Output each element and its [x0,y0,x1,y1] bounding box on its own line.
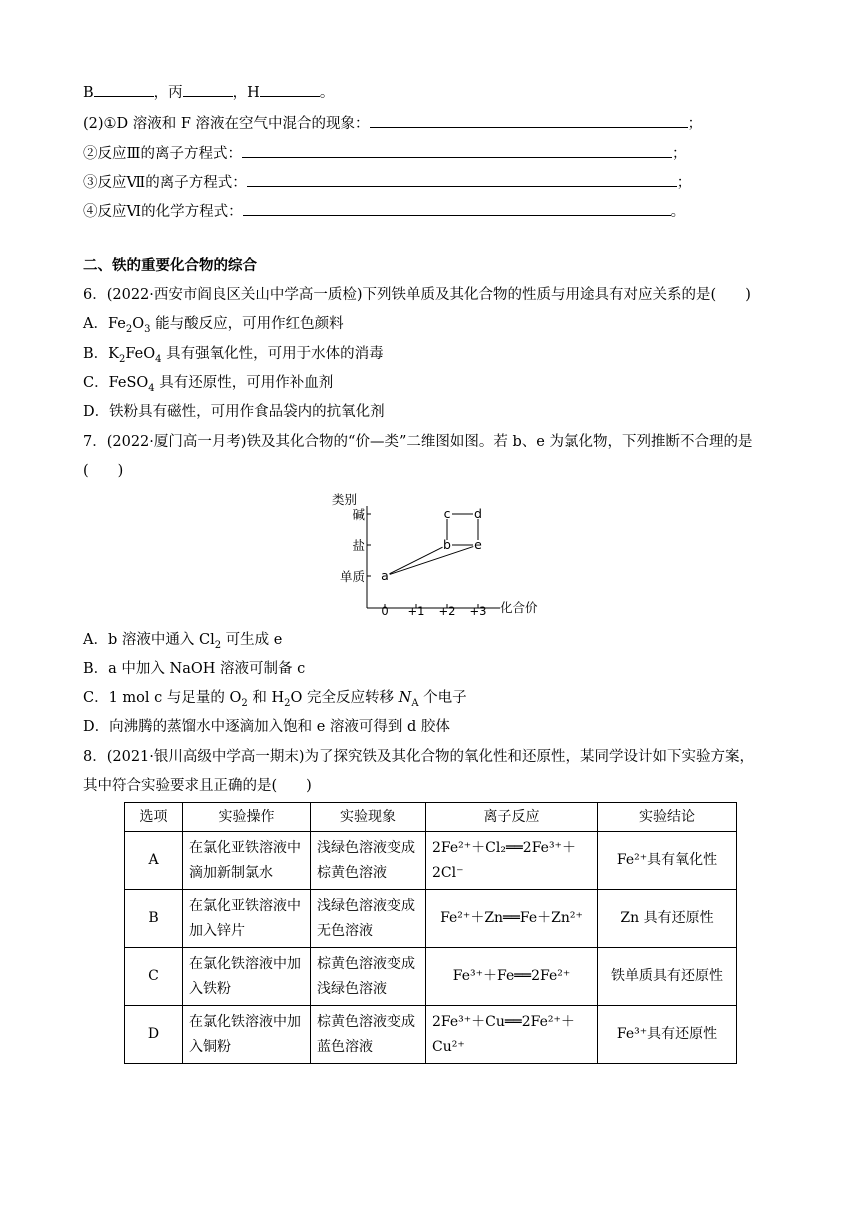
experiment-table [124,802,737,1064]
header-phenomenon: 实验现象 [311,803,426,832]
table-row[interactable] [125,1006,737,1064]
cell-phenomenon: 棕黄色溶液变成蓝色溶液 [311,1006,426,1064]
cell-option: C [125,948,183,1006]
q5-blank-line: B ，丙 ，H 。 [83,82,334,103]
q6-option-a[interactable]: A．$Fe_2O_3$ 能与酸反应，可用作红色颜料 [83,316,344,335]
point-label-c: c [443,506,451,521]
q7-option-d[interactable]: D．向沸腾的蒸馏水中逐滴加入饱和 e 溶液可得到 d 胶体 [83,719,450,735]
point-label-b: b [443,537,451,552]
answer-blank[interactable] [242,143,672,158]
cell-ionic-reaction: 2Fe²⁺＋Cl₂══2Fe³⁺＋2Cl⁻ [426,832,598,890]
x-tick-label: +2 [438,604,456,618]
cell-ionic-reaction: 2Fe³⁺＋Cu══2Fe²⁺＋Cu²⁺ [426,1006,598,1064]
q7-option-a[interactable]: A．b 溶液中通入 $Cl_2$ 可生成 e [83,632,283,651]
cell-operation: 在氯化亚铁溶液中加入锌片 [183,890,311,948]
q7-stem: 7．(2022·厦门高一月考)铁及其化合物的“价—类”二维图如图。若 b、e 为氯化物，下列推断不合理的是 [83,434,753,450]
q6-option-d[interactable]: D．铁粉具有磁性，可用作食品袋内的抗氧化剂 [83,404,385,420]
table-row[interactable] [125,890,737,948]
answer-blank[interactable] [183,82,233,97]
q6-option-c[interactable]: C．FeSO$_4$ 具有还原性，可用作补血剂 [83,375,334,394]
q7-option-c[interactable]: C．1 mol c 与足量的 $O_2$ 和 $H_2O$ 完全反应转移 $N_A$ 个电子 [83,690,467,709]
q7-option-b[interactable]: B．a 中加入 NaOH 溶液可制备 c [83,661,306,677]
y-tick-label: 碱 [352,507,365,522]
point-label-a: a [381,568,389,583]
cell-conclusion: Zn 具有还原性 [598,890,737,948]
table-row[interactable] [125,948,737,1006]
section-title: 二、铁的重要化合物的综合 [83,258,257,274]
q5-part2-2: ②反应Ⅲ的离子方程式： ； [83,143,686,164]
chart-axes [367,506,500,608]
cell-conclusion: Fe³⁺具有还原性 [598,1006,737,1064]
connection-line [389,547,442,574]
header-ionic-reaction: 离子反应 [426,803,598,832]
x-axis-label: 化合价 [500,600,538,615]
q5-part2-4: ④反应Ⅵ的化学方程式： 。 [83,201,685,222]
x-tick-label: +1 [407,604,425,618]
q8-stem-cont: 其中符合实验要求且正确的是( ) [83,778,312,794]
cell-option: D [125,1006,183,1064]
cell-operation: 在氯化亚铁溶液中滴加新制氯水 [183,832,311,890]
valence-class-chart [330,488,540,618]
q6-stem: 6．(2022·西安市阎良区关山中学高一质检)下列铁单质及其化合物的性质与用途具有对应关系的是( ) [83,287,751,303]
cell-option: A [125,832,183,890]
answer-blank[interactable] [370,113,688,128]
cell-phenomenon: 浅绿色溶液变成棕黄色溶液 [311,832,426,890]
y-tick-label: 盐 [352,538,365,553]
q6-option-b[interactable]: B．$K_2FeO_4$ 具有强氧化性，可用于水体的消毒 [83,346,384,365]
header-operation: 实验操作 [183,803,311,832]
cell-conclusion: 铁单质具有还原性 [598,948,737,1006]
cell-ionic-reaction: Fe³⁺＋Fe══2Fe²⁺ [426,948,598,1006]
answer-blank[interactable] [94,82,154,97]
cell-ionic-reaction: Fe²⁺＋Zn══Fe＋Zn²⁺ [426,890,598,948]
cell-operation: 在氯化铁溶液中加入铁粉 [183,948,311,1006]
cell-option: B [125,890,183,948]
q8-stem: 8．(2021·银川高级中学高一期末)为了探究铁及其化合物的氧化性和还原性，某同学设计如下实验方案， [83,749,755,765]
q7-stem-paren: ( ) [83,463,124,479]
point-label-d: d [474,506,482,521]
cell-conclusion: Fe²⁺具有氧化性 [598,832,737,890]
cell-operation: 在氯化铁溶液中加入铜粉 [183,1006,311,1064]
point-label-e: e [474,537,482,552]
q5-part2-1: (2)①D 溶液和 F 溶液在空气中混合的现象： ； [83,113,702,134]
answer-blank[interactable] [247,172,677,187]
table-row[interactable] [125,832,737,890]
y-axis-label: 类别 [332,492,358,507]
answer-blank[interactable] [243,201,671,216]
y-tick-label: 单质 [339,569,365,584]
x-tick-label: 0 [381,604,389,618]
connection-line [390,547,474,575]
header-conclusion: 实验结论 [598,803,737,832]
x-tick-label: +3 [469,604,487,618]
q5-part2-3: ③反应Ⅶ的离子方程式： ； [83,172,691,193]
cell-phenomenon: 浅绿色溶液变成无色溶液 [311,890,426,948]
table-header-row [125,803,737,832]
answer-blank[interactable] [260,82,320,97]
header-option: 选项 [125,803,183,832]
cell-phenomenon: 棕黄色溶液变成浅绿色溶液 [311,948,426,1006]
